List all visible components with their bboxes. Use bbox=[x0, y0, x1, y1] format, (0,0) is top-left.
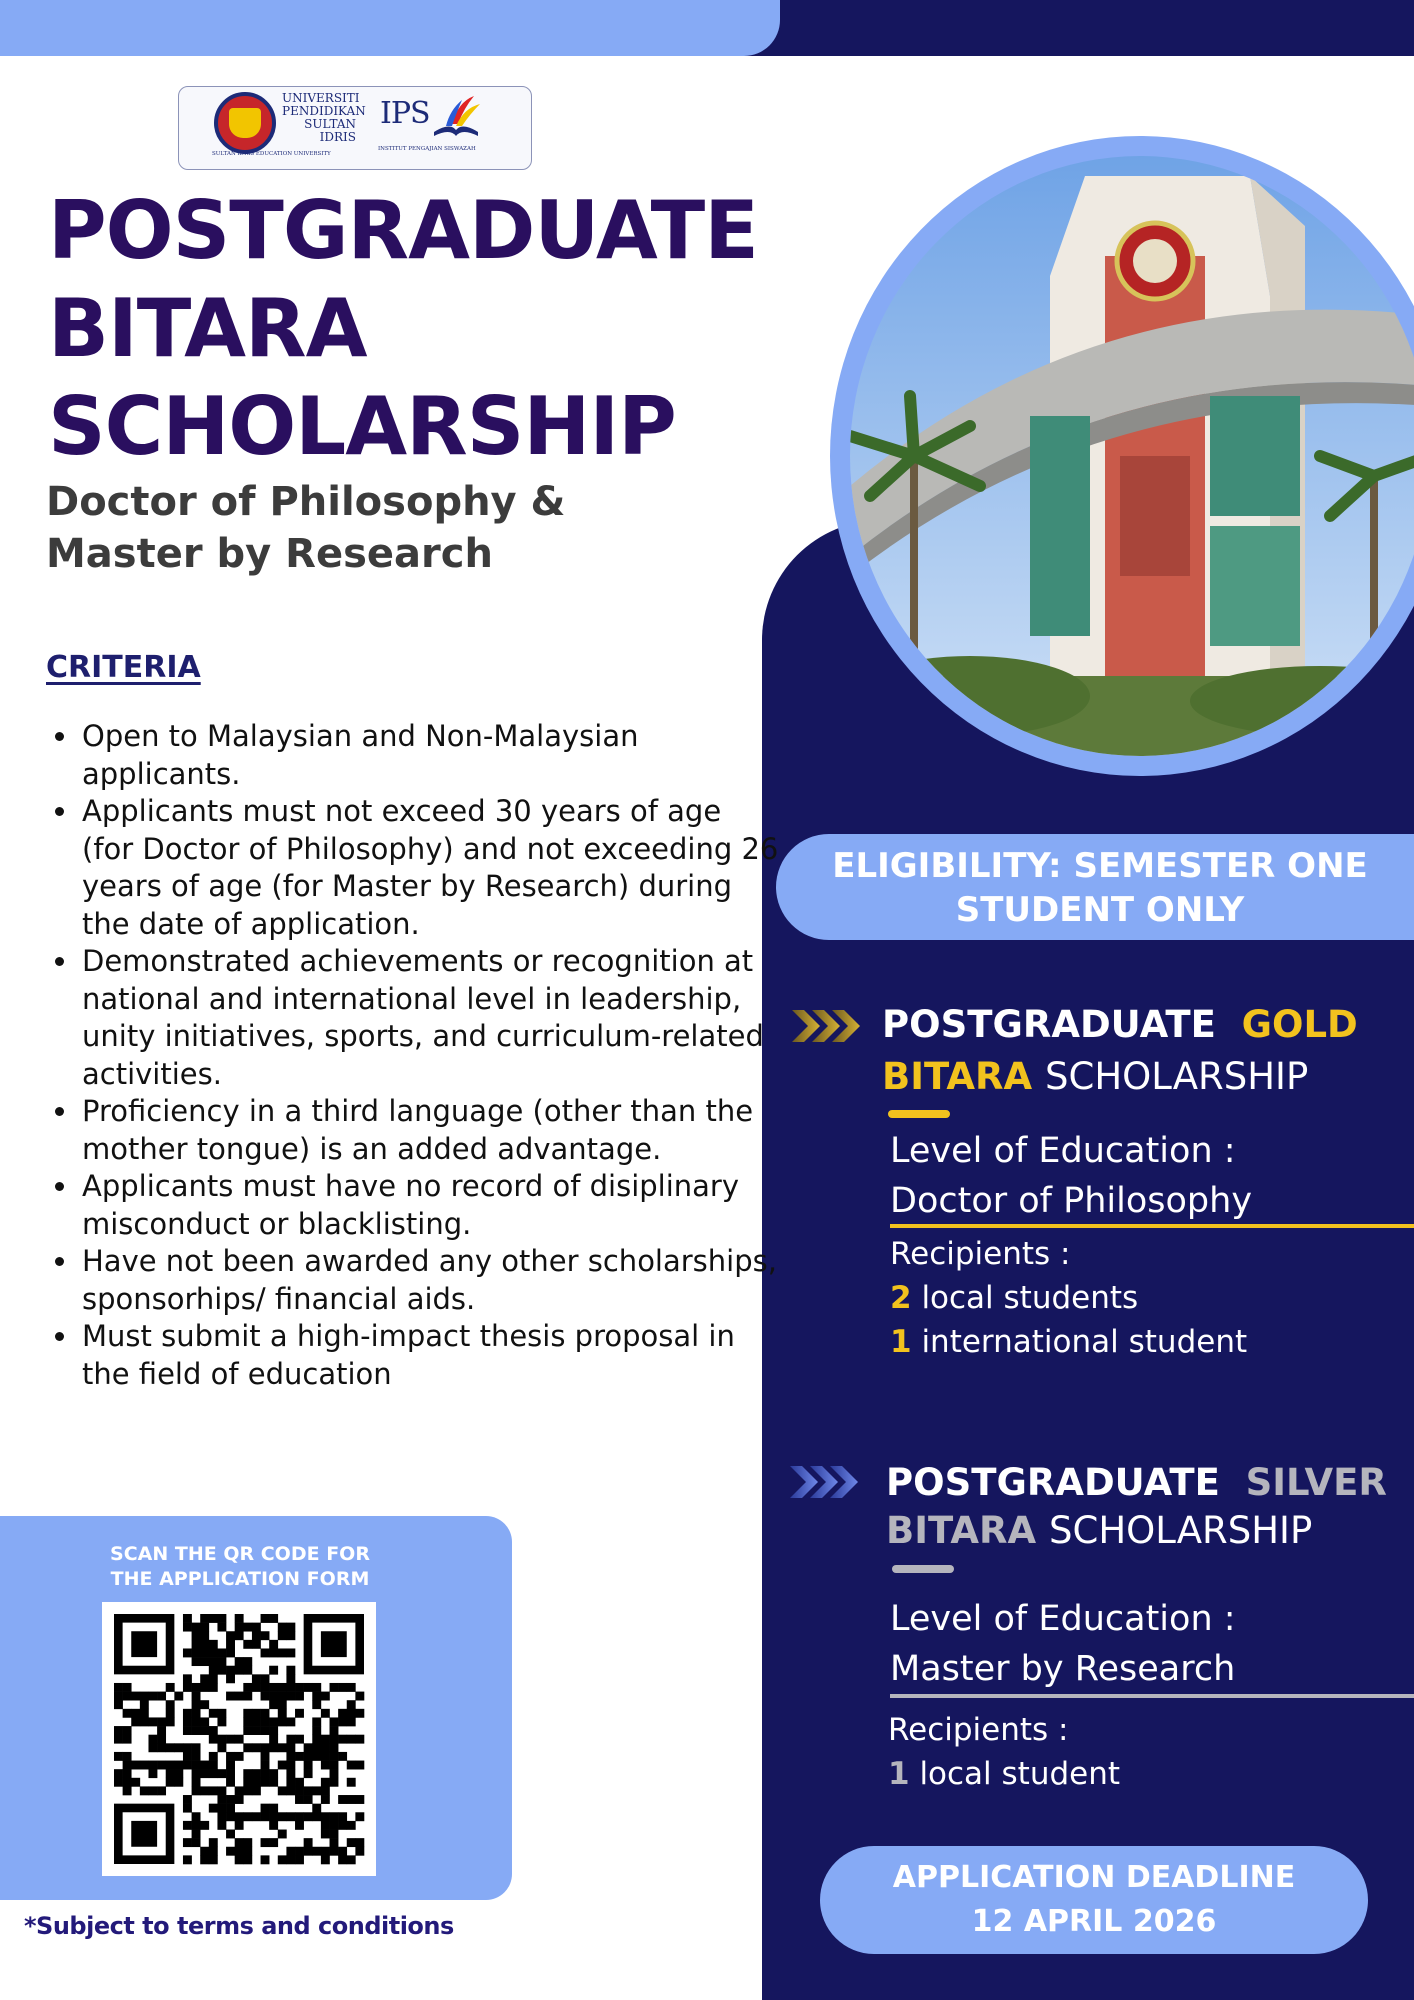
terms-note: *Subject to terms and conditions bbox=[24, 1912, 454, 1940]
gold-intl-text: international student bbox=[921, 1324, 1248, 1360]
silver-title-word: SCHOLARSHIP bbox=[1049, 1509, 1313, 1552]
gold-local-text: local students bbox=[921, 1280, 1139, 1316]
gold-chevron-icon bbox=[792, 1006, 862, 1046]
qr-label-line: THE APPLICATION FORM bbox=[110, 1568, 370, 1590]
top-bar-light bbox=[0, 0, 780, 56]
gold-underline bbox=[890, 1224, 1414, 1228]
criteria-item: • Demonstrated achievements or recognition at national and international level in leadership, unity initiatives, sports, and curriculum-related activities. bbox=[80, 943, 780, 1093]
silver-title-line1 bbox=[886, 1458, 1387, 1508]
eligibility-text bbox=[800, 844, 1400, 932]
subtitle-line: Doctor of Philosophy & bbox=[46, 479, 566, 525]
title-line: SCHOLARSHIP bbox=[48, 380, 676, 473]
gold-intl-count: 1 bbox=[890, 1324, 912, 1360]
gold-local-count: 2 bbox=[890, 1280, 912, 1316]
gold-recipients-local bbox=[890, 1276, 1138, 1321]
criteria-item: • Have not been awarded any other scholarships, sponsorhips/ financial aids. bbox=[80, 1243, 780, 1318]
criteria-heading: CRITERIA bbox=[46, 650, 201, 685]
eligibility-line: STUDENT ONLY bbox=[955, 890, 1245, 930]
title-line: POSTGRADUATE bbox=[48, 184, 758, 277]
gold-accent-dash bbox=[888, 1110, 950, 1118]
gold-title-word: SCHOLARSHIP bbox=[1045, 1055, 1309, 1098]
gold-recipients-intl bbox=[890, 1320, 1247, 1365]
upsi-shield-icon bbox=[229, 108, 261, 138]
gold-level-label: Level of Education : bbox=[890, 1131, 1236, 1171]
deadline-line: APPLICATION DEADLINE bbox=[892, 1860, 1296, 1895]
gold-title-word: GOLD bbox=[1241, 1003, 1358, 1046]
silver-level-label: Level of Education : bbox=[890, 1599, 1236, 1639]
criteria-item: • Proficiency in a third language (other than the mother tongue) is an added advantage. bbox=[80, 1093, 780, 1168]
silver-level-value: Master by Research bbox=[890, 1649, 1236, 1689]
gold-recipients-label: Recipients : bbox=[890, 1236, 1071, 1272]
silver-title-word: SILVER bbox=[1245, 1461, 1387, 1504]
qr-code-icon[interactable] bbox=[102, 1602, 376, 1876]
ips-logo-text: IPS bbox=[380, 96, 430, 131]
silver-local-count: 1 bbox=[888, 1756, 910, 1792]
deadline-line: 12 APRIL 2026 bbox=[971, 1904, 1217, 1939]
ips-book-logo-icon bbox=[430, 92, 482, 142]
gold-title-word: BITARA bbox=[882, 1055, 1033, 1098]
gold-title-line2 bbox=[882, 1052, 1308, 1102]
upsi-logo-tagline: SULTAN IDRIS EDUCATION UNIVERSITY bbox=[212, 151, 331, 157]
silver-title-word: BITARA bbox=[886, 1509, 1037, 1552]
deadline-text bbox=[820, 1856, 1368, 1944]
silver-underline bbox=[890, 1694, 1414, 1698]
gold-title-line1 bbox=[882, 1000, 1358, 1050]
criteria-item: • Must submit a high-impact thesis proposal in the field of education bbox=[80, 1318, 780, 1393]
page-subtitle bbox=[46, 476, 726, 580]
silver-local-text: local student bbox=[919, 1756, 1121, 1792]
page-title bbox=[48, 182, 768, 476]
criteria-list bbox=[40, 718, 780, 1393]
silver-title-word: POSTGRADUATE bbox=[886, 1461, 1220, 1504]
eligibility-line: ELIGIBILITY: SEMESTER ONE bbox=[832, 846, 1368, 886]
criteria-item: • Applicants must have no record of disiplinary misconduct or blacklisting. bbox=[80, 1168, 780, 1243]
upsi-logo-text: UNIVERSITI PENDIDIKAN SULTAN IDRIS bbox=[282, 91, 366, 144]
silver-recipients-label: Recipients : bbox=[888, 1712, 1069, 1748]
gold-level-value: Doctor of Philosophy bbox=[890, 1181, 1253, 1221]
silver-accent-dash bbox=[892, 1565, 954, 1573]
qr-label bbox=[70, 1542, 410, 1592]
campus-building-photo bbox=[850, 156, 1414, 756]
criteria-item: • Applicants must not exceed 30 years of age (for Doctor of Philosophy) and not exceeding 26 years of age (for Master by Research) during the date of application. bbox=[80, 793, 780, 943]
qr-code-frame[interactable] bbox=[102, 1602, 376, 1876]
qr-label-line: SCAN THE QR CODE FOR bbox=[110, 1543, 370, 1565]
silver-chevron-icon bbox=[790, 1462, 860, 1502]
gold-title-word: POSTGRADUATE bbox=[882, 1003, 1216, 1046]
ips-logo-tagline: INSTITUT PENGAJIAN SISWAZAH bbox=[378, 146, 476, 152]
silver-title-line2 bbox=[886, 1506, 1312, 1556]
silver-recipients-local bbox=[888, 1752, 1120, 1797]
subtitle-line: Master by Research bbox=[46, 531, 493, 577]
title-line: BITARA bbox=[48, 282, 367, 375]
criteria-item: • Open to Malaysian and Non-Malaysian applicants. bbox=[80, 718, 780, 793]
